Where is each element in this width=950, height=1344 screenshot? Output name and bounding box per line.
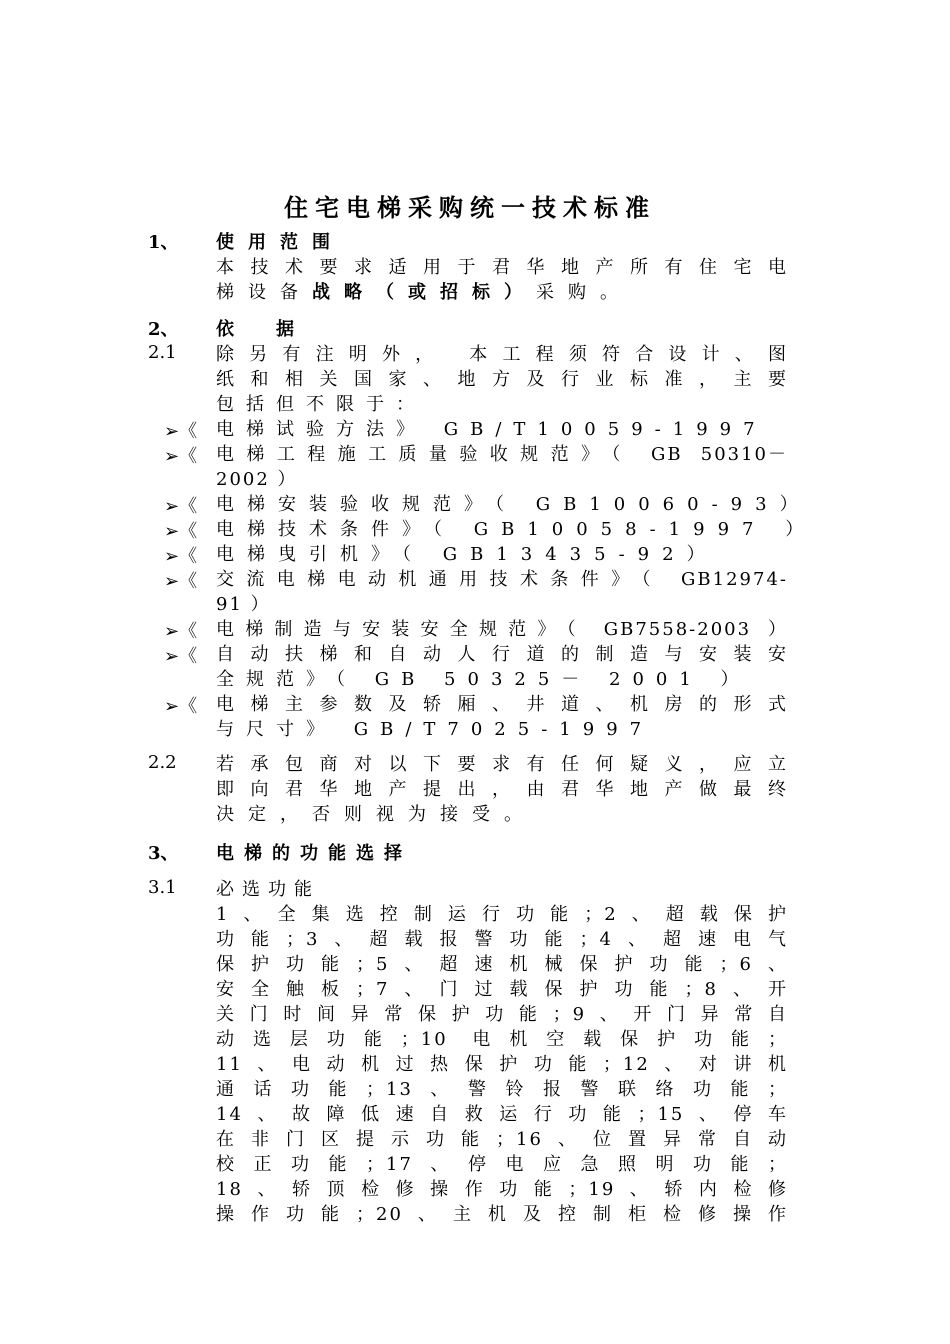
section-number: 2.2 [148, 752, 177, 773]
paragraph-line: 校正功能；17、停电应急照明功能； [216, 1154, 788, 1175]
list-item [148, 567, 798, 617]
section-2 [148, 317, 798, 342]
section-number: 3.1 [148, 877, 177, 898]
list-item-text: 与尺寸》 GB/T7025-1997 [216, 719, 654, 740]
bullet-mark: ➢《 [164, 521, 198, 542]
list-item-text: 电梯试验方法》 GB/T10059-1997 [216, 419, 767, 440]
section-heading: 使用范围 [216, 232, 344, 253]
list-item-text: 电梯技术条件》（ GB10058-1997 ） [216, 519, 817, 540]
section-number: 3、 [148, 843, 179, 864]
paragraph-line: 功能；3、超载报警功能；4、超速电气 [216, 929, 788, 950]
bullet-mark: ➢《 [164, 496, 198, 517]
list-item-text: 电梯工程施工质量验收规范》（ GB 50310－ [216, 444, 788, 465]
list-item-text: 自动扶梯和自动人行道的制造与安装安 [216, 644, 788, 665]
section-heading: 电梯的功能选择 [216, 843, 412, 864]
list-item [148, 517, 817, 542]
paragraph-line: 操作功能；20、主机及控制柜检修操作 [216, 1204, 788, 1225]
list-item-text: 电梯制造与安装安全规范》（ GB7558-2003 ） [216, 619, 788, 640]
list-item [148, 617, 798, 642]
paragraph-line: 1、全集选控制运行功能；2、超载保护 [216, 904, 788, 925]
paragraph-line: 即向君华地产提出，由君华地产做最终 [216, 779, 788, 800]
paragraph-line: 安全触板；7、门过载保护功能；8、开 [216, 979, 788, 1000]
bullet-mark: ➢《 [164, 696, 198, 717]
paragraph-line: 决定，否则视为接受。 [216, 804, 536, 825]
paragraph-line: 纸和相关国家、地方及行业标准，主要 [216, 369, 788, 390]
bullet-mark: ➢《 [164, 621, 198, 642]
bold-text: 战略（或招标） [312, 282, 536, 303]
bullet-mark: ➢《 [164, 646, 198, 667]
bullet-mark: ➢《 [164, 546, 198, 567]
section-1 [148, 230, 798, 303]
paragraph-line: 保护功能；5、超速机械保护功能；6、 [216, 954, 788, 975]
section-number: 1、 [148, 232, 179, 253]
section-number: 2.1 [148, 342, 177, 363]
text-span: 采购。 [536, 282, 632, 303]
paragraph-line: 除另有注明外， 本工程须符合设计、图 [216, 344, 788, 365]
paragraph-line: 11、电动机过热保护功能；12、对讲机 [216, 1054, 788, 1075]
paragraph-line: 在非门区提示功能；16、位置异常自动 [216, 1129, 788, 1150]
text-span: 梯设备 [216, 282, 312, 303]
list-item-text: 91 ） [216, 594, 271, 615]
section-number: 2、 [148, 319, 179, 340]
paragraph-line: 包括但不限于： [216, 394, 426, 415]
section-heading: 依据 [216, 319, 336, 340]
list-item [148, 692, 798, 742]
list-item [148, 542, 798, 567]
paragraph-line: 若承包商对以下要求有任何疑义，应立 [216, 754, 788, 775]
paragraph-line: 本技术要求适用于君华地产所有住宅电 [216, 257, 788, 278]
bullet-mark: ➢《 [164, 571, 198, 592]
page-title: 住宅电梯采购统一技术标准 [284, 193, 656, 222]
list-item [148, 417, 798, 442]
list-item-text: 交流电梯电动机通用技术条件》（ GB12974- [216, 569, 788, 590]
bullet-mark: ➢《 [164, 446, 198, 467]
list-item [148, 442, 798, 492]
paragraph-line: 14、故障低速自救运行功能；15、停车 [216, 1104, 788, 1125]
list-item [148, 492, 811, 517]
paragraph-line: 18、轿顶检修操作功能；19、轿内检修 [216, 1179, 788, 1200]
list-item-text: 电梯安装验收规范》（ GB10060-93） [216, 494, 811, 515]
section-3 [148, 841, 798, 866]
bullet-mark: ➢《 [164, 421, 198, 442]
list-item-text: 全规范》（ GB 50325－ 2001 ） [216, 669, 751, 690]
paragraph-line: 关门时间异常保护功能；9、开门异常自 [216, 1004, 788, 1025]
paragraph-line [216, 280, 788, 305]
paragraph-line: 动选层功能；10 电机空载保护功能； [216, 1029, 788, 1050]
list-item [148, 642, 798, 692]
subsection-title: 必选功能 [216, 879, 320, 900]
paragraph-line: 通话功能；13、警铃报警联络功能； [216, 1079, 788, 1100]
list-item-text: 电梯主参数及轿厢、井道、机房的形式 [216, 694, 788, 715]
list-item-text: 电梯曳引机》（ GB13435-92） [216, 544, 718, 565]
list-item-text: 2002 ） [216, 469, 298, 490]
